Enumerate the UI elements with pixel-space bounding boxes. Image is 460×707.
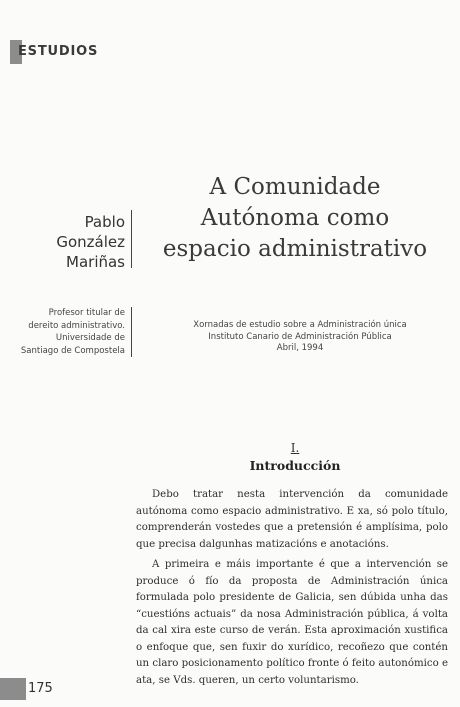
paragraph: A primeira e máis importante é que a intervención se produce ó fío da proposta de Administración única formulada polo presidente de Galicia, sen dúbida unha das “cuestións actuais” da nosa Administración pública, á volta da cal xira este curso de verán. Esta aproximación xustifica o enfoque que, sen fuxir do xurídico, recoñezo que contén un claro posicionamento político fronte ó feito autonómico e ata, se Vds. queren, un certo voluntarismo. — [136, 559, 449, 686]
section-label: ESTUDIOS — [18, 44, 99, 59]
page-marker-block — [0, 678, 26, 700]
author-line: Mariñas — [66, 253, 125, 271]
author-line: Pablo — [84, 213, 125, 231]
author-divider — [131, 210, 132, 268]
event-line: Instituto Canario de Administración Pública — [208, 331, 392, 342]
body-text — [136, 487, 448, 693]
author-name — [56, 212, 125, 272]
event-line: Abril, 1994 — [276, 343, 324, 353]
affiliation-line: dereito administrativo. — [28, 320, 125, 331]
affiliation-line: Profesor titular de — [48, 308, 125, 318]
paragraph: Debo tratar nesta intervención da comunidade autónoma como espacio administrativo. E xa, só polo título, comprenderán vostedes que a pretensión é amplísima, polo que precisa dalgunhas matizacións e anotacións. — [136, 489, 448, 550]
article-title — [135, 172, 455, 265]
title-line: espacio administrativo — [162, 236, 428, 262]
author-affiliation — [21, 307, 125, 357]
event-info — [160, 320, 440, 355]
page-number: 175 — [28, 681, 53, 696]
section-heading: Introducción — [249, 458, 341, 473]
affiliation-line: Universidade de — [55, 333, 125, 343]
author-line: González — [56, 233, 125, 251]
event-line: Xornadas de estudio sobre a Administración única — [193, 320, 407, 330]
affiliation-divider — [131, 307, 132, 357]
title-line: A Comunidade — [209, 174, 381, 200]
title-line: Autónoma como — [200, 205, 390, 231]
section-number: I. — [290, 441, 300, 455]
affiliation-line: Santiago de Compostela — [20, 345, 125, 356]
